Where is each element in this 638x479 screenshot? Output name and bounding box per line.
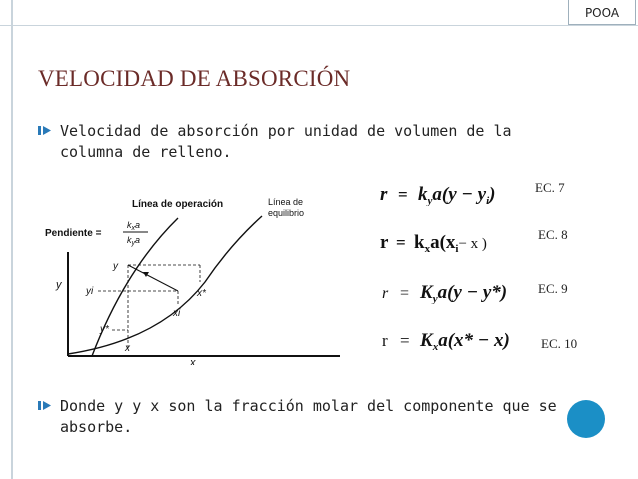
svg-text:r: r: [380, 232, 389, 253]
svg-text:=: =: [400, 285, 410, 302]
svg-text:r: r: [380, 184, 388, 205]
bullet-item-rate: [40, 121, 560, 163]
y-point-label: y: [113, 261, 118, 272]
equation-label-10: EC. 10: [541, 336, 578, 351]
xstar-point-label: x*: [197, 288, 206, 299]
absorption-diagram: [40, 190, 340, 365]
svg-text:=: =: [400, 331, 410, 350]
xi-point-label: xi: [173, 308, 181, 319]
slope-label: Pendiente =: [45, 228, 102, 239]
equilibrium-line-label-1: Línea de: [268, 197, 304, 207]
svg-text:kxa(xi− x ): $k_xa(x_i^{- x )}$: [414, 232, 487, 254]
svg-text:r: r: [382, 285, 389, 302]
svg-text:Kxa(x* − x): $K_xa(x* - x)$: [420, 330, 510, 352]
slope-denominator: $k_ya$: [127, 235, 141, 247]
equation-10: [378, 326, 528, 352]
bullet-text: Donde y y x son la fracción molar del componente que se absorbe.: [60, 397, 557, 436]
bullet-item-definition: [40, 396, 560, 438]
equation-9: [378, 278, 528, 304]
equation-label-8: EC. 8: [538, 227, 568, 242]
equation-label-7: EC. 7: [535, 180, 565, 195]
equation-8: [378, 228, 528, 254]
x-axis-label: x: [190, 357, 196, 365]
bullet-arrow-icon: [38, 400, 52, 411]
operation-line-label: Línea de operación: [132, 199, 224, 210]
accent-circle: [567, 400, 605, 438]
y-axis-label: y: [56, 279, 62, 291]
corner-tag: POOA: [568, 0, 636, 25]
slope-numerator: $k_xa$: [127, 220, 141, 232]
svg-text:r: r: [382, 331, 388, 350]
svg-text:kya(y − yi): $k_ya(y - y_i)$: [418, 184, 496, 206]
svg-text:=: =: [398, 185, 408, 204]
top-border-line: [0, 25, 638, 26]
svg-text:Kya(y − y*): $K_ya(y - y*)$: [420, 282, 508, 304]
bullet-arrow-icon: [38, 125, 52, 136]
equation-7: [378, 180, 528, 206]
left-border-line: [11, 0, 13, 479]
equilibrium-line-label-2: equilibrio: [268, 208, 305, 218]
ystar-point-label: y*: [100, 324, 109, 335]
yi-point-label: yi: [86, 286, 94, 297]
svg-text:=: =: [396, 233, 406, 252]
equation-label-9: EC. 9: [538, 281, 568, 296]
bullet-text: Velocidad de absorción por unidad de volumen de la columna de relleno.: [60, 122, 512, 161]
x-point-label: x: [125, 343, 130, 354]
slide-title: VELOCIDAD DE ABSORCIÓN: [38, 66, 351, 91]
